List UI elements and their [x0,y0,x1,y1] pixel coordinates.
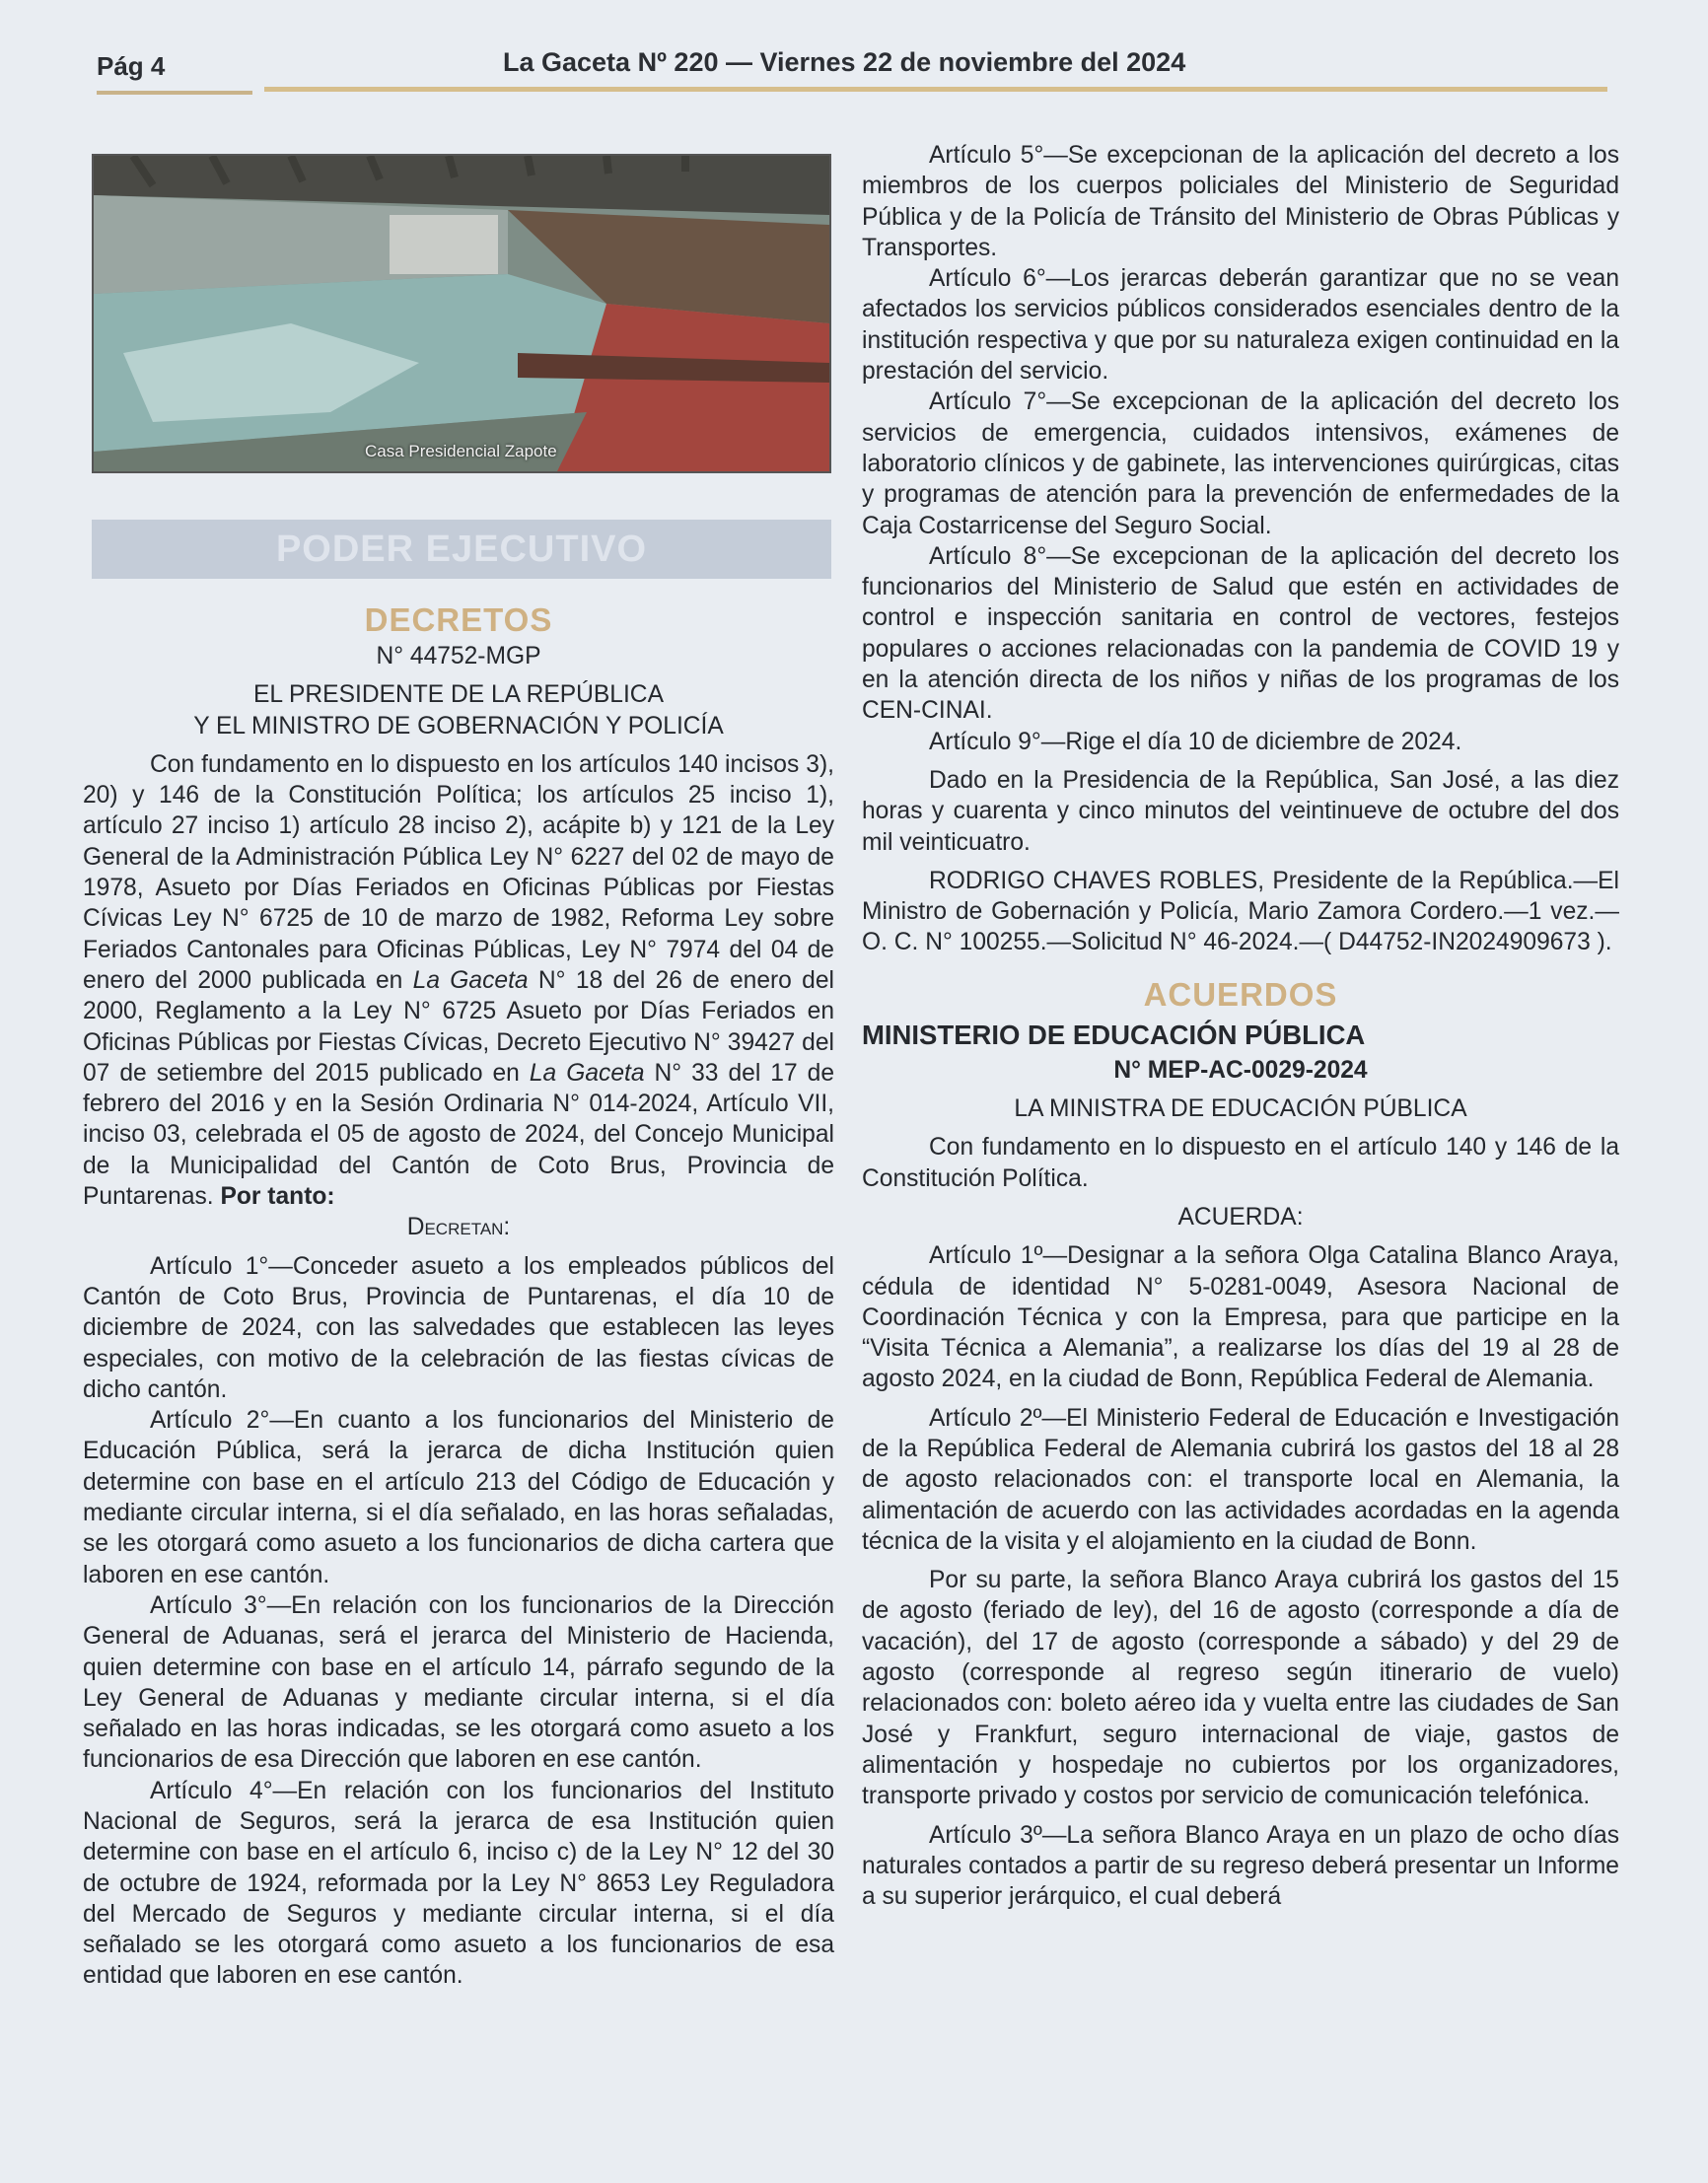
acuerdo-article: Artículo 1º—Designar a la señora Olga Catalina Blanco Araya, cédula de identidad N° 5-0281-0049, Asesora Nacional de Coordinación Técnica y con la Empresa, para que participe en la “Visita Técnica a Alemania”, a realizarse los días del 19 al 28 de agosto 2024, en la ciudad de Bonn, República Federal de Alemania. [862,1242,1619,1393]
decree-article: Artículo 2°—En cuanto a los funcionarios del Ministerio de Educación Pública, será la jerarca de dicha Institución quien determine con base en el artículo 213 del Código de Educación y mediante circular interna, si el día señalado, en las horas señaladas, se les otorgará como asueto a los funcionarios de dicha cartera que laboren en ese cantón. [83,1407,834,1588]
decree-signature: RODRIGO CHAVES ROBLES, Presidente de la República.—El Ministro de Gobernación y Policía, Mario Zamora Cordero.—1 vez.—O. C. N° 100255.—Solicitud N° 46-2024.—( D44752-IN2024909673 ). [862,867,1619,956]
right-column [862,140,1619,1912]
acuerdo-article: Artículo 3º—La señora Blanco Araya en un plazo de ocho días naturales contados a partir de su regreso deberá presentar un Informe a su superior jerárquico, el cual deberá [862,1821,1619,1911]
ministry-heading: MINISTERIO DE EDUCACIÓN PÚBLICA [862,1019,1366,1050]
decree-number: N° 44752-MGP [376,643,541,669]
header-rule-right [264,87,1607,92]
acuerdos-heading: ACUERDOS [1143,975,1338,1013]
decree-article: Artículo 4°—En relación con los funcionarios del Instituto Nacional de Seguros, será la jerarca de esa Institución quien determine con base en el artículo 6, inciso c) de la Ley N° 12 del 30 de octubre de 1924, reformada por la Ley N° 8653 Ley Reguladora del Mercado de Seguros y mediante circular interna, si el día señalado se les otorgará como asueto a los funcionarios de esa entidad que laboren en ese cantón. [83,1777,834,1990]
gazette-title: La Gaceta Nº 220 — Viernes 22 de noviembre del 2024 [503,47,1186,77]
acuerdo-number: N° MEP-AC-0029-2024 [1113,1056,1368,1084]
decree-article: Artículo 9°—Rige el día 10 de diciembre de 2024. [929,728,1462,755]
decree-article: Artículo 3°—En relación con los funcionarios de la Dirección General de Aduanas, será el jerarca del Ministerio de Hacienda, quien determine con base en el artículo 14, párrafo segundo de la Ley General de Aduanas y mediante circular interna, si el día señalado en las horas indicadas, se les otorgará como asueto a los funcionarios de esa Dirección que laboren en ese cantón. [83,1591,834,1774]
left-column [83,599,834,1992]
casa-presidencial-photo [92,154,831,473]
decree-article: Artículo 6°—Los jerarcas deberán garantizar que no se vean afectados los servicios públicos considerados esenciales dentro de la institución respectiva y que por su naturaleza exigen continuidad en la prestación del servicio. [862,265,1619,386]
page-number: Pág 4 [97,51,166,81]
photo-caption: Casa Presidencial Zapote [365,442,557,460]
decretan-label: Decretan: [406,1214,511,1241]
header-rule-left [97,91,252,95]
acuerdo-article: Por su parte, la señora Blanco Araya cubrirá los gastos del 15 de agosto (feriado de ley), del 16 de agosto (corresponde a día de vacación), del 17 de agosto (corresponde a sábado) y del 29 de agosto (corresponde al regreso según itinerario de vuelo) relacionados con: boleto aéreo ida y vuelta entre las ciudades de San José y Frankfurt, seguro internacional de viaje, gastos de alimentación y hospedaje no cubiertos por los organizadores, transporte privado y costos por servicio de comunicación telefónica. [862,1567,1619,1810]
section-band-label: PODER EJECUTIVO [275,528,648,570]
acuerdo-issuer: LA MINISTRA DE EDUCACIÓN PÚBLICA [1014,1095,1467,1123]
decree-article: Artículo 1°—Conceder asueto a los empleados públicos del Cantón de Coto Brus, Provincia de Puntarenas, el día 10 de diciembre de 2024, con las salvedades que establecen las leyes especiales, con motivo de la celebración de las fiestas cívicas de dicho cantón. [83,1252,834,1403]
acuerdo-article: Artículo 2º—El Ministerio Federal de Educación e Investigación de la República Federal de Alemania cubrirá los gastos del 18 al 28 de agosto relacionados con: el transporte local en Alemania, la alimentación de acuerdo con las actividades acordadas en la agenda técnica de la visita y el alojamiento en la ciudad de Bonn. [862,1404,1619,1555]
decree-article: Artículo 5°—Se excepcionan de la aplicación del decreto a los miembros de los cuerpos policiales del Ministerio de Seguridad Pública y de la Policía de Tránsito del Ministerio de Obras Públicas y Transportes. [862,142,1619,261]
decree-dado: Dado en la Presidencia de la República, San José, a las diez horas y cuarenta y cinco minutos del veintinueve de octubre del dos mil veinticuatro. [862,766,1619,856]
acuerda-label: ACUERDA: [1177,1203,1304,1231]
acuerdo-considerando: Con fundamento en lo dispuesto en el artículo 140 y 146 de la Constitución Política. [862,1134,1619,1192]
decree-issuer-line1: EL PRESIDENTE DE LA REPÚBLICA [253,681,664,709]
decree-article: Artículo 7°—Se excepcionan de la aplicación del decreto los servicios de emergencia, cuidados intensivos, exámenes de laboratorio clínicos y de gabinete, las intervenciones quirúrgicas, citas y programas de atención para la prevención de enfermedades de la Caja Costarricense del Seguro Social. [862,388,1619,539]
decree-considerando: Con fundamento en lo dispuesto en los artículos 140 incisos 3), 20) y 146 de la Constitución Política; los artículos 25 inciso 1), artículo 27 inciso 1) artículo 28 inciso 2), acápite b) y 121 de la Ley General de la Administración Pública Ley N° 6227 del 02 de mayo de 1978, Asueto por Días Feriados en Oficinas Públicas por Fiestas Cívicas Ley N° 6725 de 10 de marzo de 1982, Reforma Ley sobre Feriados Cantonales para Oficinas Públicas, Ley N° 7974 del 04 de enero del 2000 publicada en La Gaceta N° 18 del 26 de enero del 2000, Reglamento a la Ley N° 6725 Asueto por Días Feriados en Oficinas Públicas por Fiestas Cívicas, Decreto Ejecutivo N° 39427 del 07 de setiembre del 2015 publicado en La Gaceta N° 33 del 17 de febrero del 2016 y en la Sesión Ordinaria N° 014-2024, Artículo VII, inciso 03, celebrada el 05 de agosto de 2024, del Concejo Municipal de la Municipalidad del Cantón de Coto Brus, Provincia de Puntarenas. Por tanto: [83,750,835,1211]
decree-article: Artículo 8°—Se excepcionan de la aplicación del decreto los funcionarios del Ministerio de Salud que estén en actividades de control e inspección sanitaria en control de vectores, festejos populares o acciones relacionadas con la pandemia de COVID 19 y en la atención directa de los niños y niñas de los programas de los CEN-CINAI. [862,542,1619,725]
decree-issuer-line2: Y EL MINISTRO DE GOBERNACIÓN Y POLICÍA [193,712,724,739]
decretos-heading: DECRETOS [364,601,553,638]
